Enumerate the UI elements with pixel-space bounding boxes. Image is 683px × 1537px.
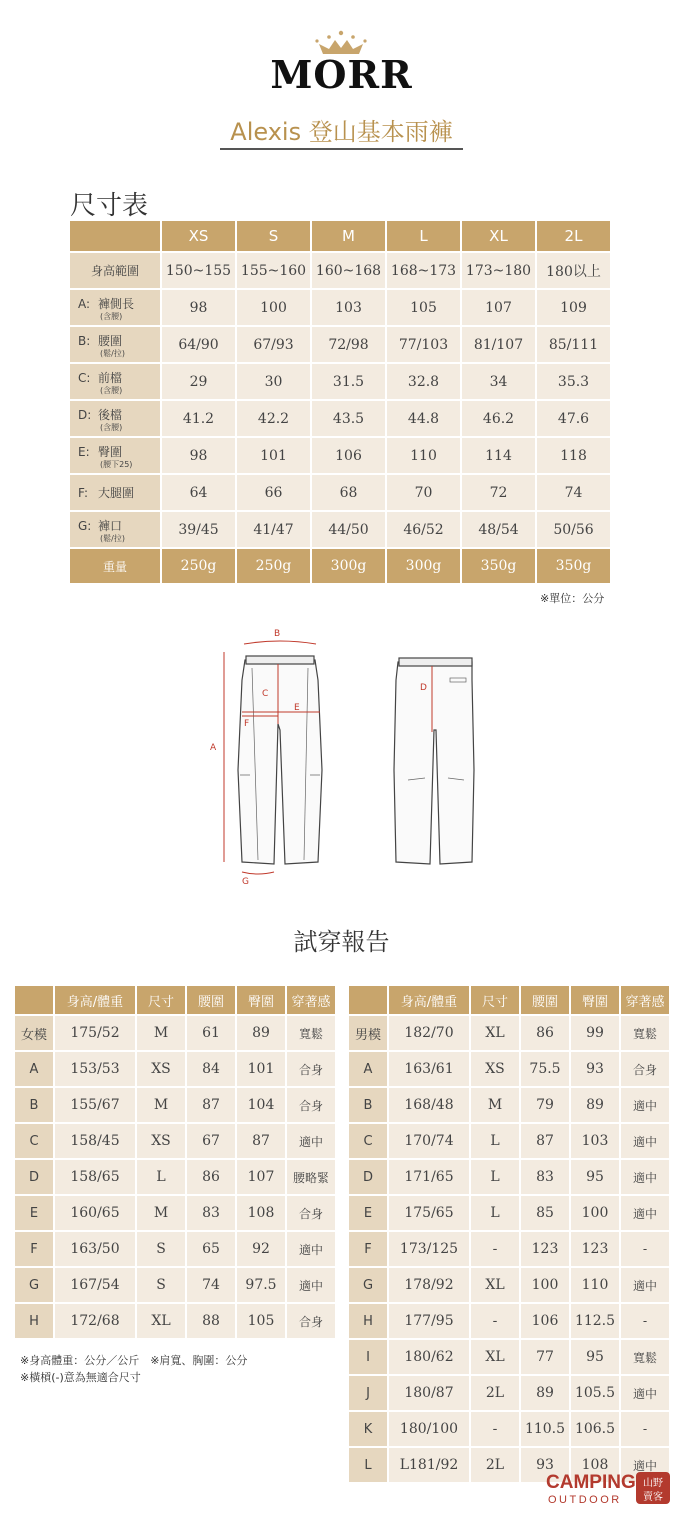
trial-row <box>349 1412 669 1446</box>
unit-note: ※單位：公分 <box>540 592 605 605</box>
size-header-cell: 2L <box>537 221 610 251</box>
trial-size: - <box>471 1232 519 1266</box>
trial-feel: 適中 <box>621 1376 669 1410</box>
size-chart-heading: 尺寸表 <box>70 191 149 221</box>
trial-hip: 123 <box>571 1232 619 1266</box>
trial-header-cell: 身高/體重 <box>389 986 469 1014</box>
size-cell: 46/52 <box>387 512 460 547</box>
trial-size: L <box>137 1160 185 1194</box>
size-cell: 173~180 <box>462 253 535 288</box>
size-row-label <box>70 290 160 325</box>
trial-waist: 77 <box>521 1340 569 1374</box>
size-row-sub: (腰下25) <box>100 459 133 469</box>
trial-height-weight: 158/45 <box>55 1124 135 1158</box>
size-cell: 68 <box>312 475 385 510</box>
trial-feel: 適中 <box>287 1232 335 1266</box>
trial-hip: 101 <box>237 1052 285 1086</box>
trial-waist: 74 <box>187 1268 235 1302</box>
weight-cell: 350g <box>537 549 610 583</box>
trial-header-cell: 臀圍 <box>237 986 285 1014</box>
size-cell: 67/93 <box>237 327 310 362</box>
weight-cell: 300g <box>387 549 460 583</box>
trial-notes <box>20 1352 247 1386</box>
size-cell: 50/56 <box>537 512 610 547</box>
trial-row-id: H <box>349 1304 387 1338</box>
trial-waist: 88 <box>187 1304 235 1338</box>
trial-row-id: F <box>349 1232 387 1266</box>
trial-feel: - <box>621 1304 669 1338</box>
trial-height-weight: 175/65 <box>389 1196 469 1230</box>
label-f: F <box>244 719 250 729</box>
size-cell: 41/47 <box>237 512 310 547</box>
weight-cell: 250g <box>237 549 310 583</box>
size-row-label <box>70 475 160 510</box>
trial-height-weight: 155/67 <box>55 1088 135 1122</box>
trial-feel: 合身 <box>287 1304 335 1338</box>
svg-text:賣客: 賣客 <box>643 1492 663 1503</box>
size-cell: 109 <box>537 290 610 325</box>
size-cell: 114 <box>462 438 535 473</box>
size-cell: 34 <box>462 364 535 399</box>
trial-header-cell: 腰圍 <box>521 986 569 1014</box>
trial-hip: 106.5 <box>571 1412 619 1446</box>
title-divider <box>220 148 463 150</box>
trial-waist: 67 <box>187 1124 235 1158</box>
size-row <box>70 327 610 362</box>
size-row-key: C: <box>78 370 91 385</box>
trial-height-weight: 168/48 <box>389 1088 469 1122</box>
size-row-key: B: <box>78 333 91 348</box>
size-cell: 39/45 <box>162 512 235 547</box>
trial-feel: 適中 <box>621 1124 669 1158</box>
size-cell: 29 <box>162 364 235 399</box>
trial-row <box>349 1232 669 1266</box>
label-g: G <box>242 877 249 887</box>
trial-waist: 75.5 <box>521 1052 569 1086</box>
trial-waist: 89 <box>521 1376 569 1410</box>
label-b: B <box>274 629 281 639</box>
trial-header-corner <box>15 986 53 1014</box>
size-cell: 105 <box>387 290 460 325</box>
size-cell: 41.2 <box>162 401 235 436</box>
trial-waist: 100 <box>521 1268 569 1302</box>
trial-feel: - <box>621 1412 669 1446</box>
trial-row-id: K <box>349 1412 387 1446</box>
trial-row <box>15 1160 335 1194</box>
size-row-label <box>70 364 160 399</box>
size-row-key: F: <box>78 486 89 500</box>
front-pants-outline <box>238 660 322 864</box>
trial-row <box>15 1304 335 1338</box>
trial-hip: 89 <box>571 1088 619 1122</box>
size-cell: 43.5 <box>312 401 385 436</box>
trial-row <box>15 1088 335 1122</box>
size-cell: 180以上 <box>537 253 610 288</box>
size-row-name: 後檔 <box>98 407 123 422</box>
size-cell: 42.2 <box>237 401 310 436</box>
size-cell: 103 <box>312 290 385 325</box>
trial-header-corner <box>349 986 387 1014</box>
trial-size: L <box>471 1196 519 1230</box>
trial-waist: 110.5 <box>521 1412 569 1446</box>
trial-row <box>15 1124 335 1158</box>
trial-row <box>349 1304 669 1338</box>
trial-row <box>349 1088 669 1122</box>
size-cell: 155~160 <box>237 253 310 288</box>
size-cell: 70 <box>387 475 460 510</box>
size-row-sub: (鬆/拉) <box>100 348 125 358</box>
trial-hip: 87 <box>237 1124 285 1158</box>
weight-row <box>70 549 610 583</box>
size-row-sub: (鬆/拉) <box>100 533 125 543</box>
size-row-sub: (含腰) <box>100 422 123 432</box>
trial-feel: 適中 <box>621 1196 669 1230</box>
trial-hip: 112.5 <box>571 1304 619 1338</box>
trial-hip: 99 <box>571 1016 619 1050</box>
trial-hip: 95 <box>571 1160 619 1194</box>
size-row <box>70 512 610 547</box>
trial-height-weight: 171/65 <box>389 1160 469 1194</box>
size-row-sub: (含腰) <box>100 311 123 321</box>
trial-row-id: L <box>349 1448 387 1482</box>
trial-hip: 93 <box>571 1052 619 1086</box>
trial-feel: 寬鬆 <box>621 1340 669 1374</box>
note-line: ※橫槓(-)意為無適合尺寸 <box>20 1371 141 1384</box>
trial-feel: 合身 <box>287 1088 335 1122</box>
size-row <box>70 475 610 510</box>
size-header-cell: L <box>387 221 460 251</box>
size-header-row <box>70 221 610 251</box>
trial-row-id: I <box>349 1340 387 1374</box>
size-row-key: G: <box>78 518 92 533</box>
trial-height-weight: 182/70 <box>389 1016 469 1050</box>
trial-header-cell: 尺寸 <box>471 986 519 1014</box>
trial-height-weight: 170/74 <box>389 1124 469 1158</box>
trial-feel: 寬鬆 <box>287 1016 335 1050</box>
trial-size: XL <box>471 1268 519 1302</box>
trial-header-cell: 身高/體重 <box>55 986 135 1014</box>
size-row-name: 大腿圍 <box>98 486 135 500</box>
trial-height-weight: 178/92 <box>389 1268 469 1302</box>
size-cell: 66 <box>237 475 310 510</box>
trial-header-cell: 穿著感 <box>621 986 669 1014</box>
trial-height-weight: 177/95 <box>389 1304 469 1338</box>
trial-row <box>349 1268 669 1302</box>
size-cell: 98 <box>162 290 235 325</box>
trial-height-weight: 173/125 <box>389 1232 469 1266</box>
trial-hip: 108 <box>237 1196 285 1230</box>
size-row <box>70 401 610 436</box>
trial-waist: 61 <box>187 1016 235 1050</box>
size-cell: 74 <box>537 475 610 510</box>
trial-row-id: G <box>349 1268 387 1302</box>
trial-row-id: D <box>15 1160 53 1194</box>
brand-logo: MORR <box>270 52 413 97</box>
trial-size: XL <box>471 1016 519 1050</box>
trial-header-cell: 穿著感 <box>287 986 335 1014</box>
note-line: ※身高體重：公分／公斤 ※肩寬、胸圍：公分 <box>20 1354 248 1367</box>
size-row-key: A: <box>78 296 91 311</box>
size-row-label <box>70 327 160 362</box>
trial-feel: 適中 <box>287 1268 335 1302</box>
label-d: D <box>420 683 427 693</box>
trial-size: S <box>137 1232 185 1266</box>
trial-height-weight: 158/65 <box>55 1160 135 1194</box>
trial-waist: 85 <box>521 1196 569 1230</box>
size-cell: 48/54 <box>462 512 535 547</box>
size-header-cell: XS <box>162 221 235 251</box>
trial-row <box>15 1052 335 1086</box>
trial-size: - <box>471 1304 519 1338</box>
size-cell: 31.5 <box>312 364 385 399</box>
trial-hip: 103 <box>571 1124 619 1158</box>
size-header-corner <box>70 221 160 251</box>
trial-waist: 106 <box>521 1304 569 1338</box>
trial-row <box>349 1196 669 1230</box>
trial-waist: 93 <box>521 1448 569 1482</box>
trial-feel: 適中 <box>621 1088 669 1122</box>
size-cell: 72 <box>462 475 535 510</box>
size-row-key: E: <box>78 444 90 459</box>
trial-waist: 79 <box>521 1088 569 1122</box>
size-row <box>70 290 610 325</box>
size-cell: 44/50 <box>312 512 385 547</box>
trial-row-id: A <box>15 1052 53 1086</box>
trial-hip: 105.5 <box>571 1376 619 1410</box>
trial-row <box>349 1124 669 1158</box>
trial-row <box>349 1052 669 1086</box>
size-row-name: 褲口 <box>98 518 123 533</box>
trial-hip: 104 <box>237 1088 285 1122</box>
trial-row <box>15 1232 335 1266</box>
trial-waist: 65 <box>187 1232 235 1266</box>
trial-size: - <box>471 1412 519 1446</box>
size-row-name: 臀圍 <box>98 444 123 459</box>
size-cell: 110 <box>387 438 460 473</box>
size-row <box>70 438 610 473</box>
women-trial-table <box>13 984 337 1340</box>
trial-row <box>15 1196 335 1230</box>
trial-waist: 84 <box>187 1052 235 1086</box>
trial-size: M <box>137 1088 185 1122</box>
trial-size: M <box>471 1088 519 1122</box>
pants-measurement-diagram <box>200 620 490 890</box>
trial-height-weight: L181/92 <box>389 1448 469 1482</box>
trial-hip: 108 <box>571 1448 619 1482</box>
trial-size: XS <box>137 1052 185 1086</box>
trial-size: L <box>471 1160 519 1194</box>
trial-size: XS <box>137 1124 185 1158</box>
trial-feel: 適中 <box>621 1448 669 1482</box>
size-row-label <box>70 253 160 288</box>
trial-row <box>349 1016 669 1050</box>
trial-waist: 83 <box>187 1196 235 1230</box>
label-a: A <box>210 743 217 753</box>
trial-height-weight: 172/68 <box>55 1304 135 1338</box>
trial-feel: 合身 <box>621 1052 669 1086</box>
trial-feel: 適中 <box>621 1160 669 1194</box>
size-cell: 160~168 <box>312 253 385 288</box>
size-row <box>70 253 610 288</box>
trial-row-id: E <box>349 1196 387 1230</box>
svg-text:山野: 山野 <box>643 1478 663 1489</box>
camping-outdoor-logo <box>546 1470 672 1506</box>
product-title: Alexis 登山基本雨褲 <box>230 118 453 146</box>
size-row-name: 腰圍 <box>98 333 123 348</box>
trial-row-id: H <box>15 1304 53 1338</box>
svg-text:OUTDOOR: OUTDOOR <box>548 1494 622 1506</box>
trial-row <box>349 1160 669 1194</box>
trial-size: M <box>137 1016 185 1050</box>
weight-cell: 300g <box>312 549 385 583</box>
trial-row-id: B <box>15 1088 53 1122</box>
trial-size: 2L <box>471 1448 519 1482</box>
weight-label: 重量 <box>70 549 160 583</box>
size-row-name: 褲側長 <box>98 296 135 311</box>
size-row-sub: (含腰) <box>100 385 123 395</box>
size-cell: 47.6 <box>537 401 610 436</box>
size-header-cell: M <box>312 221 385 251</box>
trial-row-id: F <box>15 1232 53 1266</box>
size-cell: 46.2 <box>462 401 535 436</box>
trial-hip: 92 <box>237 1232 285 1266</box>
trial-row-id: 男模 <box>349 1016 387 1050</box>
size-cell: 85/111 <box>537 327 610 362</box>
trial-size: S <box>137 1268 185 1302</box>
trial-waist: 86 <box>187 1160 235 1194</box>
trial-hip: 100 <box>571 1196 619 1230</box>
size-row-key: D: <box>78 407 92 422</box>
size-row-name: 身高範圍 <box>90 264 139 278</box>
trial-row-id: C <box>15 1124 53 1158</box>
trial-feel: 適中 <box>621 1268 669 1302</box>
men-trial-table <box>347 984 671 1484</box>
trial-header-cell: 臀圍 <box>571 986 619 1014</box>
trial-feel: 合身 <box>287 1052 335 1086</box>
size-row-label <box>70 512 160 547</box>
size-cell: 44.8 <box>387 401 460 436</box>
trial-waist: 86 <box>521 1016 569 1050</box>
trial-size: 2L <box>471 1376 519 1410</box>
trial-row <box>15 1268 335 1302</box>
trial-feel: - <box>621 1232 669 1266</box>
trial-height-weight: 175/52 <box>55 1016 135 1050</box>
size-cell: 107 <box>462 290 535 325</box>
size-cell: 101 <box>237 438 310 473</box>
label-c: C <box>262 689 269 699</box>
trial-feel: 適中 <box>287 1124 335 1158</box>
size-cell: 100 <box>237 290 310 325</box>
size-cell: 106 <box>312 438 385 473</box>
trial-row-id: 女模 <box>15 1016 53 1050</box>
size-chart-table <box>68 219 612 585</box>
size-cell: 77/103 <box>387 327 460 362</box>
trial-header-cell: 腰圍 <box>187 986 235 1014</box>
trial-size: XS <box>471 1052 519 1086</box>
trial-hip: 95 <box>571 1340 619 1374</box>
trial-size: XL <box>471 1340 519 1374</box>
trial-waist: 87 <box>187 1088 235 1122</box>
trial-row <box>15 1016 335 1050</box>
trial-row-id: B <box>349 1088 387 1122</box>
trial-report-heading: 試穿報告 <box>293 928 390 956</box>
size-cell: 118 <box>537 438 610 473</box>
trial-height-weight: 180/62 <box>389 1340 469 1374</box>
trial-row-id: A <box>349 1052 387 1086</box>
trial-feel: 寬鬆 <box>621 1016 669 1050</box>
size-cell: 35.3 <box>537 364 610 399</box>
trial-size: XL <box>137 1304 185 1338</box>
trial-row-id: J <box>349 1376 387 1410</box>
trial-hip: 107 <box>237 1160 285 1194</box>
size-cell: 168~173 <box>387 253 460 288</box>
trial-height-weight: 180/87 <box>389 1376 469 1410</box>
trial-row-id: D <box>349 1160 387 1194</box>
trial-row-id: E <box>15 1196 53 1230</box>
trial-hip: 97.5 <box>237 1268 285 1302</box>
trial-row-id: C <box>349 1124 387 1158</box>
trial-height-weight: 167/54 <box>55 1268 135 1302</box>
label-e: E <box>294 703 300 713</box>
size-row-label <box>70 401 160 436</box>
trial-hip: 105 <box>237 1304 285 1338</box>
size-header-cell: S <box>237 221 310 251</box>
trial-waist: 123 <box>521 1232 569 1266</box>
trial-height-weight: 153/53 <box>55 1052 135 1086</box>
trial-size: L <box>471 1124 519 1158</box>
back-pants-outline <box>394 662 474 864</box>
trial-height-weight: 163/50 <box>55 1232 135 1266</box>
trial-row <box>349 1340 669 1374</box>
trial-hip: 110 <box>571 1268 619 1302</box>
trial-hip: 89 <box>237 1016 285 1050</box>
trial-height-weight: 180/100 <box>389 1412 469 1446</box>
trial-feel: 合身 <box>287 1196 335 1230</box>
trial-height-weight: 163/61 <box>389 1052 469 1086</box>
size-row <box>70 364 610 399</box>
svg-text:CAMPING: CAMPING <box>546 1472 636 1493</box>
weight-cell: 250g <box>162 549 235 583</box>
size-cell: 150~155 <box>162 253 235 288</box>
trial-header-cell: 尺寸 <box>137 986 185 1014</box>
size-cell: 81/107 <box>462 327 535 362</box>
size-row-label <box>70 438 160 473</box>
trial-height-weight: 160/65 <box>55 1196 135 1230</box>
size-cell: 72/98 <box>312 327 385 362</box>
size-cell: 64 <box>162 475 235 510</box>
size-cell: 30 <box>237 364 310 399</box>
weight-cell: 350g <box>462 549 535 583</box>
trial-waist: 83 <box>521 1160 569 1194</box>
trial-row-id: G <box>15 1268 53 1302</box>
size-header-cell: XL <box>462 221 535 251</box>
size-cell: 64/90 <box>162 327 235 362</box>
trial-waist: 87 <box>521 1124 569 1158</box>
trial-size: M <box>137 1196 185 1230</box>
trial-feel: 腰略緊 <box>287 1160 335 1194</box>
size-cell: 98 <box>162 438 235 473</box>
size-row-name: 前檔 <box>98 370 123 385</box>
trial-row <box>349 1376 669 1410</box>
size-cell: 32.8 <box>387 364 460 399</box>
